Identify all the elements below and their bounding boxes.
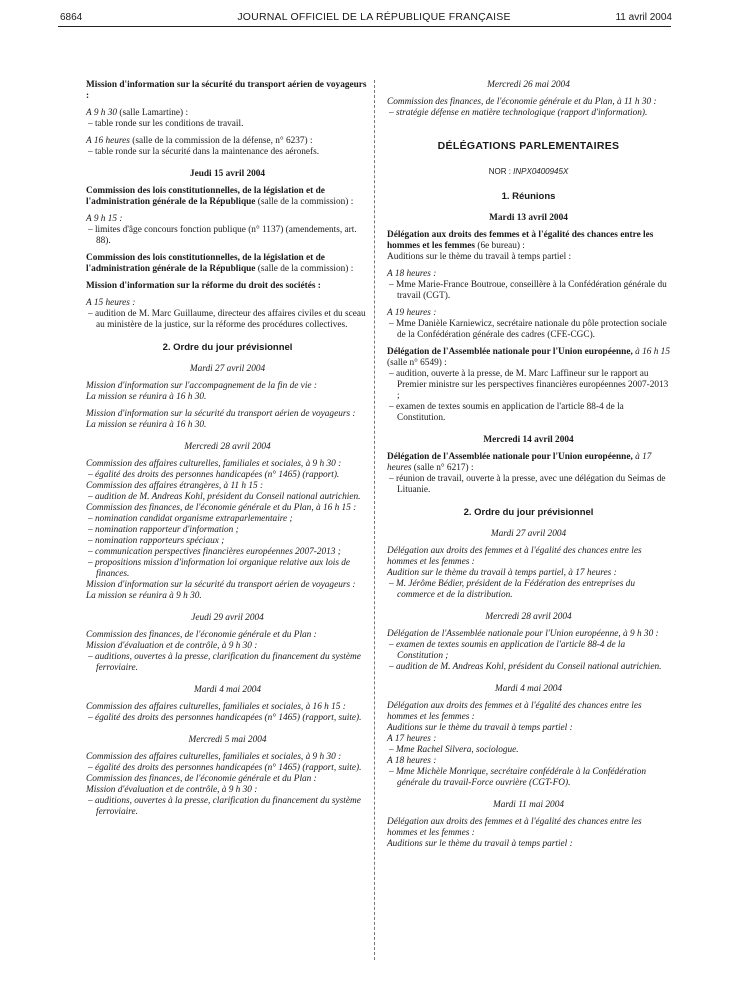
agenda-item: – égalité des droits des personnes handicapées (n° 1465) (rapport, suite). (88, 763, 362, 773)
date-heading: Mardi 4 mai 2004 (494, 684, 563, 694)
schedule-line: A 18 heures : (387, 756, 437, 766)
agenda-line: Commission des finances, de l'économie générale et du Plan, à 11 h 30 : (387, 97, 657, 107)
agenda-item: – table ronde sur les conditions de travail. (88, 119, 244, 129)
date-heading: Mercredi 26 mai 2004 (487, 80, 570, 90)
date-heading: Jeudi 15 avril 2004 (189, 169, 266, 179)
schedule-line: A 15 heures : (86, 298, 136, 308)
delegation-entry: Délégation aux droits des femmes et à l'égalité des chances entre les hommes et les femmes (6e bureau) : (387, 230, 654, 251)
delegation-entry: Délégation de l'Assemblée nationale pour l'Union européenne, à 17 heures (salle n° 6217) : (387, 452, 652, 473)
nor-reference: NOR : INPX0400945X (488, 167, 569, 176)
delegation-entry: Délégation de l'Assemblée nationale pour l'Union européenne, à 16 h 15 (salle n° 6549) : (387, 347, 670, 368)
agenda-item: – table ronde sur la sécurité dans la maintenance des aéronefs. (88, 147, 320, 157)
agenda-line: Délégation de l'Assemblée nationale pour l'Union européenne, à 9 h 30 : (387, 629, 659, 639)
agenda-line: Délégation aux droits des femmes et à l'égalité des chances entre les hommes et les femmes : (387, 701, 642, 722)
date-heading: Mardi 4 mai 2004 (193, 685, 262, 695)
agenda-line: La mission se réunira à 16 h 30. (86, 392, 207, 402)
date-heading: Mercredi 5 mai 2004 (188, 735, 267, 745)
journal-title: JOURNAL OFFICIEL DE LA RÉPUBLIQUE FRANÇAISE (237, 11, 511, 23)
agenda-line: Mission d'évaluation et de contrôle, à 9 h 30 : (86, 785, 258, 795)
left-column (86, 80, 369, 818)
main-heading: DÉLÉGATIONS PARLEMENTAIRES (437, 140, 620, 152)
agenda-line: Commission des affaires culturelles, familiales et sociales, à 16 h 15 : (86, 702, 346, 712)
agenda-item: – nomination rapporteur d'information ; (88, 525, 239, 535)
agenda-line: Auditions sur le thème du travail à temps partiel : (387, 252, 572, 262)
agenda-line: Mission d'évaluation et de contrôle, à 9 h 30 : (86, 641, 258, 651)
agenda-line: Commission des affaires culturelles, familiales et sociales, à 9 h 30 : (86, 752, 342, 762)
section-heading: 1. Réunions (501, 191, 556, 202)
agenda-line: La mission se réunira à 16 h 30. (86, 420, 207, 430)
agenda-item: – stratégie défense en matière technologique (rapport d'information). (389, 108, 648, 118)
date-heading: Mardi 27 avril 2004 (189, 364, 266, 374)
agenda-item: – examen de textes soumis en application de l'article 88-4 de la Constitution ; (389, 640, 626, 661)
agenda-item: – audition de M. Andreas Kohl, président du Conseil national autrichien. (389, 662, 662, 672)
agenda-item: – réunion de travail, ouverte à la presse, avec une délégation du Seimas de Lituanie. (389, 474, 666, 495)
agenda-line: Audition sur le thème du travail à temps partiel, à 17 heures : (387, 568, 617, 578)
agenda-line: Commission des finances, de l'économie générale et du Plan : (86, 630, 317, 640)
agenda-item: – examen de textes soumis en application de l'article 88-4 de la Constitution. (389, 402, 624, 423)
commission-entry: Commission des lois constitutionnelles, de la législation et de l'administration générale de la République (salle de la commission) : (86, 186, 354, 207)
date-heading: Mardi 11 mai 2004 (492, 800, 564, 810)
schedule-line: A 16 heures (salle de la commission de la défense, n° 6237) : (86, 136, 313, 146)
agenda-line: Auditions sur le thème du travail à temps partiel : (387, 723, 573, 733)
date-heading: Mardi 13 avril 2004 (489, 213, 568, 223)
date-heading: Mardi 27 avril 2004 (490, 529, 567, 539)
agenda-item: – audition de M. Andreas Kohl, président du Conseil national autrichien. (88, 492, 361, 502)
agenda-item: – limites d'âge concours fonction publique (n° 1137) (amendements, art. 88). (88, 225, 357, 246)
agenda-item: – Mme Michèle Monrique, secrétaire confédérale à la Confédération générale du travail-Force ouvrière (CGT-FO). (389, 767, 647, 788)
schedule-line: A 9 h 30 (salle Lamartine) : (86, 108, 189, 118)
section-heading: 2. Ordre du jour prévisionnel (463, 507, 594, 518)
agenda-item: – M. Jérôme Bédier, président de la Fédération des entreprises du commerce et de la distribution. (389, 579, 635, 600)
agenda-item: – audition de M. Marc Guillaume, directeur des affaires civiles et du sceau au ministère de la justice, sur la réforme des procédures collectives. (88, 309, 366, 330)
schedule-line: A 18 heures : (387, 269, 437, 279)
agenda-item: – égalité des droits des personnes handicapées (n° 1465) (rapport). (88, 470, 340, 480)
agenda-line: Commission des finances, de l'économie générale et du Plan : (86, 774, 317, 784)
commission-entry: Commission des lois constitutionnelles, de la législation et de l'administration générale de la République (salle de la commission) : (86, 253, 354, 274)
agenda-item: – audition, ouverte à la presse, de M. Marc Laffineur sur le rapport au Premier ministre sur les perspectives financières européennes 2007-2013 ; (389, 369, 669, 401)
schedule-line: A 9 h 15 : (86, 214, 123, 224)
date-heading: Mercredi 28 avril 2004 (184, 442, 271, 452)
schedule-line: A 17 heures : (387, 734, 437, 744)
date-heading: Mercredi 28 avril 2004 (485, 612, 572, 622)
agenda-item: – propositions mission d'information loi organique relative aux lois de finances. (88, 558, 351, 579)
issue-date: 11 avril 2004 (615, 12, 672, 23)
agenda-item: – égalité des droits des personnes handicapées (n° 1465) (rapport, suite). (88, 713, 362, 723)
page-header (0, 0, 748, 30)
right-column (387, 80, 670, 850)
agenda-item: – communication perspectives financières européennes 2007-2013 ; (88, 547, 341, 557)
agenda-item: – Mme Danièle Karniewicz, secrétaire nationale du pôle protection sociale de la Confédération générale des cadres (CFE-CGC). (389, 319, 667, 340)
agenda-item: – auditions, ouvertes à la presse, clarification du financement du système ferroviaire. (88, 652, 361, 673)
header-rule (58, 26, 671, 27)
section-heading: 2. Ordre du jour prévisionnel (162, 342, 293, 353)
agenda-line: Délégation aux droits des femmes et à l'égalité des chances entre les hommes et les femmes : (387, 817, 642, 838)
agenda-line: Commission des affaires culturelles, familiales et sociales, à 9 h 30 : (86, 459, 342, 469)
mission-title: Mission d'information sur la réforme du droit des sociétés : (86, 281, 321, 291)
agenda-line: Mission d'information sur la sécurité du transport aérien de voyageurs : (86, 580, 356, 590)
agenda-line: Commission des affaires étrangères, à 11 h 15 : (86, 481, 264, 491)
agenda-line: Mission d'information sur l'accompagnement de la fin de vie : (86, 381, 317, 391)
agenda-line: La mission se réunira à 9 h 30. (86, 591, 202, 601)
agenda-line: Auditions sur le thème du travail à temps partiel : (387, 839, 573, 849)
agenda-item: – auditions, ouvertes à la presse, clarification du financement du système ferroviaire. (88, 796, 361, 817)
date-heading: Jeudi 29 avril 2004 (191, 613, 264, 623)
agenda-line: Délégation aux droits des femmes et à l'égalité des chances entre les hommes et les femmes : (387, 546, 642, 567)
page-number: 6864 (60, 12, 83, 23)
mission-title: Mission d'information sur la sécurité du transport aérien de voyageurs : (86, 80, 367, 101)
agenda-item: – nomination candidat organisme extraparlementaire ; (88, 514, 293, 524)
agenda-item: – nomination rapporteurs spéciaux ; (88, 536, 225, 546)
agenda-item: – Mme Marie-France Boutroue, conseillère à la Confédération générale du travail (CGT). (389, 280, 667, 301)
schedule-line: A 19 heures : (387, 308, 437, 318)
column-divider (374, 80, 375, 960)
agenda-line: Mission d'information sur la sécurité du transport aérien de voyageurs : (86, 409, 356, 419)
agenda-item: – Mme Rachel Silvera, sociologue. (389, 745, 519, 755)
date-heading: Mercredi 14 avril 2004 (483, 435, 574, 445)
agenda-line: Commission des finances, de l'économie générale et du Plan, à 16 h 15 : (86, 503, 357, 513)
